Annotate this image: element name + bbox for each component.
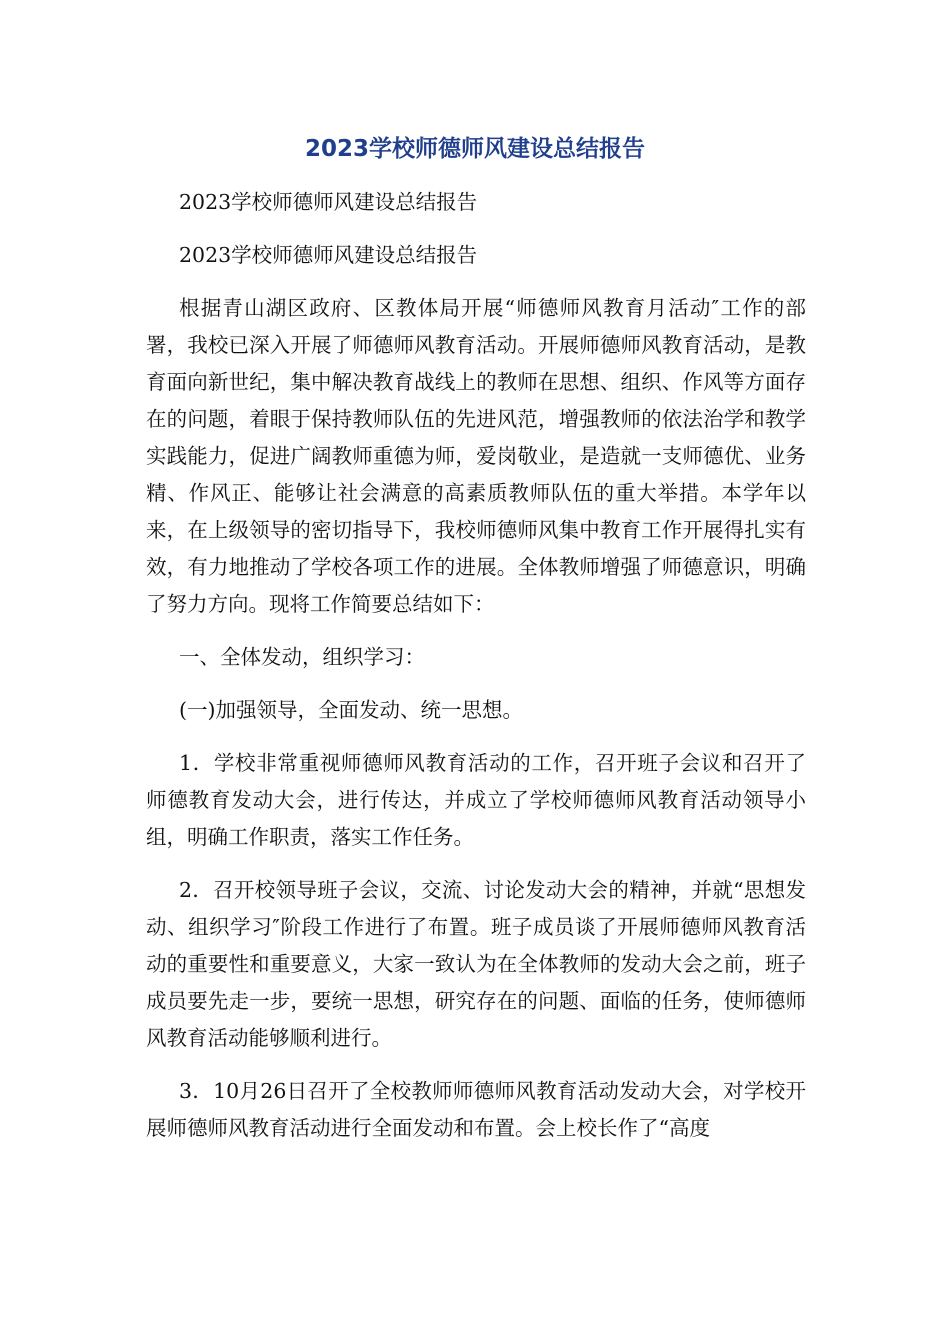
numbered-paragraph: 1．学校非常重视师德师风教育活动的工作，召开班子会议和召开了师德教育发动大会，进行传达，并成立了学校师德师风教育活动领导小组，明确工作职责，落实工作任务。: [146, 751, 806, 849]
numbered-paragraph: 3．10月26日召开了全校教师师德师风教育活动发动大会，对学校开展师德师风教育活动进行全面发动和布置。会上校长作了“高度: [146, 1079, 806, 1140]
subtitle-line: 2023学校师德师风建设总结报告: [179, 243, 478, 267]
intro-paragraph: 根据青山湖区政府、区教体局开展“师德师风教育月活动″工作的部署，我校已深入开展了师德师风教育活动。开展师德师风教育活动，是教育面向新世纪，集中解决教育战线上的教师在思想、组织、作风等方面存在的问题，着眼于保持教师队伍的先进风范，增强教师的依法治学和教学实践能力，促进广阔教师重德为师，爱岗敬业，是造就一支师德优、业务精、作风正、能够让社会满意的高素质教师队伍的重大举措。本学年以来，在上级领导的密切指导下，我校师德师风集中教育工作开展得扎实有效，有力地推动了学校各项工作的进展。全体教师增强了师德意识，明确了努力方向。现将工作简要总结如下：: [146, 296, 806, 616]
numbered-paragraph: 2．召开校领导班子会议，交流、讨论发动大会的精神，并就“思想发动、组织学习″阶段工作进行了布置。班子成员谈了开展师德师风教育活动的重要性和重要意义，大家一致认为在全体教师的发动大会之前，班子成员要先走一步，要统一思想，研究存在的问题、面临的任务，使师德师风教育活动能够顺利进行。: [146, 878, 806, 1050]
subsection-heading: (一)加强领导，全面发动、统一思想。: [179, 698, 523, 722]
subtitle-line: 2023学校师德师风建设总结报告: [179, 190, 478, 214]
document-body: [146, 184, 806, 1163]
section-heading: 一、全体发动，组织学习：: [179, 645, 425, 669]
document-title: 2023学校师德师风建设总结报告: [304, 136, 645, 162]
